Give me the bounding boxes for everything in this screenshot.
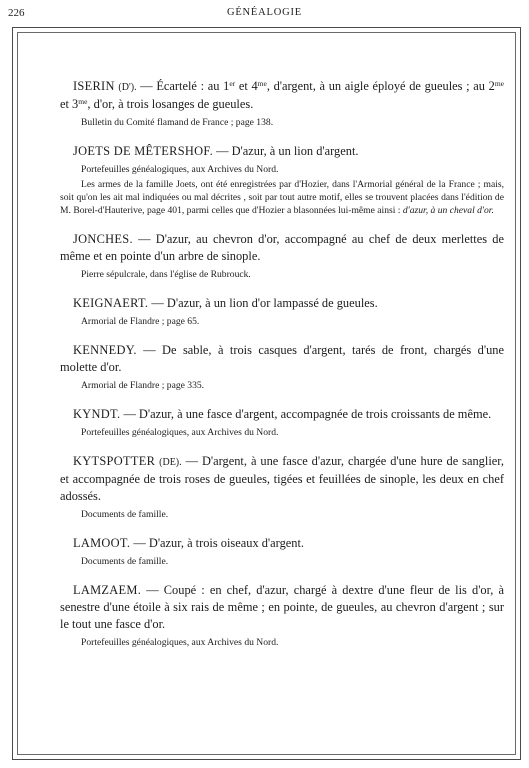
- source-citation: Documents de famille.: [81, 556, 169, 567]
- note-text: Les armes de la famille Joets, ont été enregistrées par d'Hozier, dans l'Armorial général de la France ; mais, soit qu'on les ait mal indiquées ou mal décrites , soit par tout autre motif, elles se trouvent placées dans l'édition de M. Borel-d'Hauterive, page 401, parmi celles que d'Hozier a blasonnées lui-même ainsi :: [60, 179, 504, 216]
- family-name: LAMZAEM.: [73, 583, 142, 597]
- blazon-text: — Coupé : en chef, d'azur, chargé à dextre d'une fleur de lis d'or, à senestre d'une étoile à six rais de même ; en pointe, de gueules, au chevron d'argent ; sur le tout une fasce d'or.: [60, 583, 504, 631]
- ordinal-suffix: me: [494, 79, 504, 88]
- source-citation: Armorial de Flandre ; page 335.: [81, 380, 205, 391]
- entries-list: [60, 78, 504, 663]
- entry-heading: [60, 295, 504, 312]
- blazon-text: — Écartelé : au 1: [136, 79, 230, 93]
- blazon-text: et 4: [235, 79, 258, 93]
- source-citation: Armorial de Flandre ; page 65.: [81, 316, 200, 327]
- blazon-text: — D'azur, à un lion d'or lampassé de gueules.: [148, 296, 378, 310]
- blazon-text: — D'azur, à une fasce d'argent, accompagnée de trois croissants de même.: [120, 407, 492, 421]
- ordinal-suffix: me: [257, 79, 267, 88]
- entry-kyndt: [60, 406, 504, 439]
- running-title: GÉNÉALOGIE: [226, 7, 303, 18]
- blazon-text: , d'argent, à un aigle éployé de gueules ; au 2: [266, 79, 495, 93]
- note-italic-blazon: d'azur, à un cheval d'or.: [402, 205, 494, 216]
- name-particle: (D').: [118, 82, 137, 93]
- entry-lamzaem: [60, 582, 504, 649]
- entry-note: [60, 178, 504, 217]
- blazon-text: — De sable, à trois casques d'argent, tarés de front, chargés d'une molette d'or.: [60, 343, 504, 374]
- blazon-text: et 3: [60, 97, 79, 111]
- entry-heading: [60, 535, 504, 552]
- entry-heading: [60, 453, 504, 505]
- entry-heading: [60, 582, 504, 633]
- entry-heading: [60, 78, 504, 113]
- source-citation: Portefeuilles généalogiques, aux Archives du Nord.: [81, 427, 279, 438]
- source-citation: Pierre sépulcrale, dans l'église de Rubrouck.: [81, 269, 251, 280]
- entry-iserin: [60, 78, 504, 129]
- blazon-text: — D'azur, à un lion d'argent.: [212, 144, 359, 158]
- family-name: JOETS DE MÊTERSHOF.: [73, 144, 213, 158]
- entry-heading: [60, 143, 504, 160]
- family-name: KYTSPOTTER: [73, 454, 156, 468]
- ordinal-suffix: er: [229, 79, 236, 88]
- blazon-text: — D'azur, à trois oiseaux d'argent.: [130, 536, 304, 550]
- family-name: ISERIN: [73, 79, 115, 93]
- entry-heading: [60, 231, 504, 265]
- source-citation: Documents de famille.: [81, 509, 169, 520]
- blazon-text: — D'azur, au chevron d'or, accompagné au chef de deux merlettes de même et en pointe d'un arbre de sinople.: [60, 232, 504, 263]
- entry-keignaert: [60, 295, 504, 328]
- page-number: 226: [8, 7, 25, 19]
- entry-joets: [60, 143, 504, 217]
- entry-jonches: [60, 231, 504, 281]
- blazon-text: , d'or, à trois losanges de gueules.: [87, 97, 254, 111]
- entry-heading: [60, 406, 504, 423]
- family-name: KENNEDY.: [73, 343, 137, 357]
- family-name: LAMOOT.: [73, 536, 131, 550]
- source-citation: Bulletin du Comité flamand de France ; page 138.: [81, 117, 274, 128]
- blazon-text: — D'argent, à une fasce d'azur, chargée d'une hure de sanglier, et accompagnée de trois roses de gueules, tigées et feuillées de sinople, les deux en chef adossés.: [60, 454, 504, 503]
- entry-kytspotter: [60, 453, 504, 521]
- entry-heading: [60, 342, 504, 376]
- family-name: KEIGNAERT.: [73, 296, 149, 310]
- source-citation: Portefeuilles généalogiques, aux Archives du Nord.: [81, 164, 279, 175]
- source-citation: Portefeuilles généalogiques, aux Archives du Nord.: [81, 637, 279, 648]
- ordinal-suffix: me: [78, 97, 88, 106]
- name-particle: (DE).: [159, 457, 182, 468]
- family-name: KYNDT.: [73, 407, 121, 421]
- entry-lamoot: [60, 535, 504, 568]
- entry-kennedy: [60, 342, 504, 392]
- family-name: JONCHES.: [73, 232, 133, 246]
